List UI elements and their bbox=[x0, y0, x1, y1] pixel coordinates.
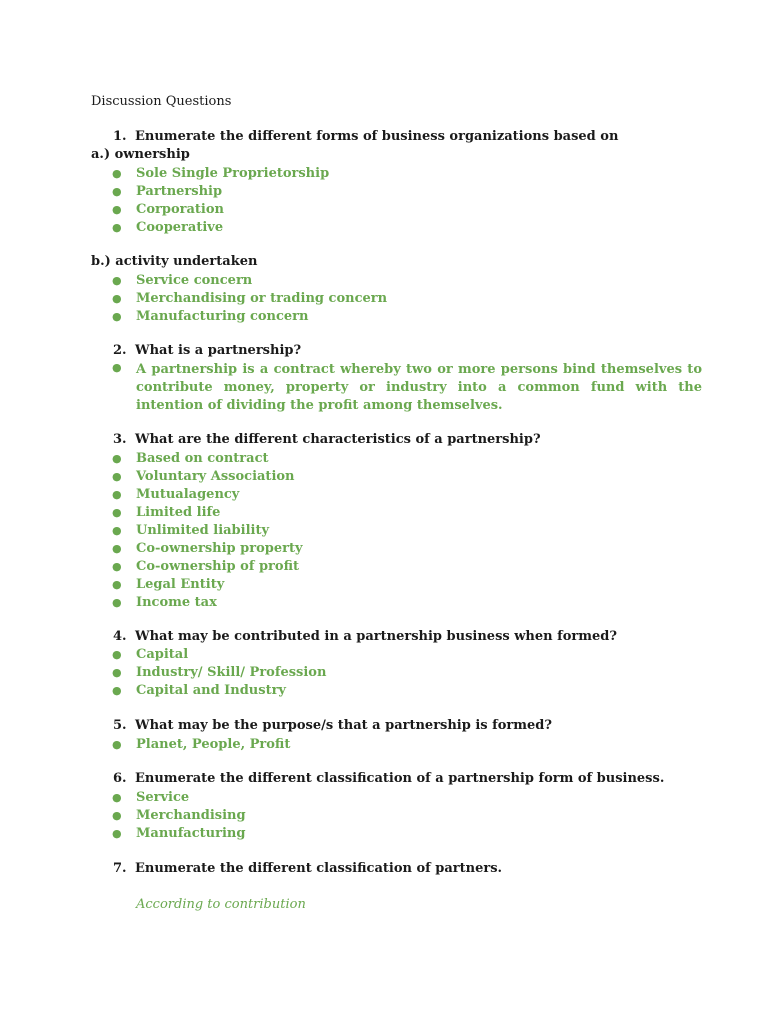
ownership-list bbox=[112, 165, 329, 237]
characteristics-list bbox=[112, 450, 303, 612]
list-item-text: Co-ownership of profit bbox=[136, 559, 300, 574]
list-item-text: Sole Single Proprietorship bbox=[136, 166, 330, 181]
bullet-icon: ● bbox=[112, 560, 122, 573]
bullet-icon: ● bbox=[112, 791, 122, 804]
list-item-text: Limited life bbox=[136, 505, 221, 520]
question-number: 3. bbox=[113, 432, 127, 447]
list-item-text: Planet, People, Profit bbox=[136, 737, 291, 752]
bullet-icon: ● bbox=[112, 361, 122, 374]
list-item-text: Manufacturing bbox=[136, 826, 246, 841]
contribution-list bbox=[112, 646, 326, 700]
list-item-text: Cooperative bbox=[136, 220, 224, 235]
list-item-text: Merchandising bbox=[136, 808, 246, 823]
document-title: Discussion Questions bbox=[91, 94, 232, 109]
list-item bbox=[112, 290, 387, 308]
definition-text: A partnership is a contract whereby two or more persons bind themselves to contribute money, property or industry into a common fund with the intention of dividing the profit among themselves. bbox=[136, 362, 702, 413]
list-item bbox=[112, 468, 303, 486]
list-item-text: Unlimited liability bbox=[136, 523, 270, 538]
question-text: Enumerate the different classification of a partnership form of business. bbox=[135, 771, 665, 786]
list-item bbox=[112, 594, 303, 612]
question-text: Enumerate the different forms of business organizations based on bbox=[135, 129, 619, 144]
activity-list bbox=[112, 272, 387, 326]
list-item-text: Service concern bbox=[136, 273, 253, 288]
bullet-icon: ● bbox=[112, 203, 122, 216]
list-item-text: Merchandising or trading concern bbox=[136, 291, 388, 306]
bullet-icon: ● bbox=[112, 684, 122, 697]
question-1 bbox=[113, 129, 618, 144]
bullet-icon: ● bbox=[112, 738, 122, 751]
list-item-text: Service bbox=[136, 790, 190, 805]
list-item-text: Partnership bbox=[136, 184, 223, 199]
list-item bbox=[112, 736, 290, 754]
list-item-text: Co-ownership property bbox=[136, 541, 303, 556]
bullet-icon: ● bbox=[112, 470, 122, 483]
bullet-icon: ● bbox=[112, 221, 122, 234]
question-number: 4. bbox=[113, 629, 127, 644]
question-number: 5. bbox=[113, 718, 127, 733]
list-item bbox=[112, 682, 326, 700]
question-text: What are the different characteristics of a partnership? bbox=[135, 432, 541, 447]
bullet-icon: ● bbox=[112, 185, 122, 198]
list-item bbox=[112, 522, 303, 540]
list-item bbox=[112, 183, 329, 201]
list-item bbox=[112, 540, 303, 558]
question-text: Enumerate the different classification of partners. bbox=[135, 861, 503, 876]
bullet-icon: ● bbox=[112, 488, 122, 501]
bullet-icon: ● bbox=[112, 578, 122, 591]
list-item-text: Voluntary Association bbox=[136, 469, 295, 484]
question-7 bbox=[113, 861, 502, 876]
list-item-text: Based on contract bbox=[136, 451, 269, 466]
question-text: What may be contributed in a partnership business when formed? bbox=[135, 629, 617, 644]
list-item bbox=[112, 664, 326, 682]
bullet-icon: ● bbox=[112, 827, 122, 840]
bullet-icon: ● bbox=[112, 274, 122, 287]
question-5 bbox=[113, 718, 552, 733]
list-item-text: Capital bbox=[136, 647, 189, 662]
bullet-icon: ● bbox=[112, 809, 122, 822]
list-item-text: Manufacturing concern bbox=[136, 309, 309, 324]
list-item bbox=[112, 450, 303, 468]
bullet-icon: ● bbox=[112, 310, 122, 323]
list-item bbox=[112, 272, 387, 290]
bullet-icon: ● bbox=[112, 524, 122, 537]
list-item bbox=[112, 558, 303, 576]
question-number: 6. bbox=[113, 771, 127, 786]
bullet-icon: ● bbox=[112, 648, 122, 661]
list-item bbox=[112, 789, 246, 807]
list-item bbox=[112, 486, 303, 504]
question-text: What is a partnership? bbox=[135, 343, 302, 358]
subheading-activity: b.) activity undertaken bbox=[91, 254, 258, 269]
list-item bbox=[112, 165, 329, 183]
question-6 bbox=[113, 771, 664, 786]
question-number: 7. bbox=[113, 861, 127, 876]
question-number: 2. bbox=[113, 343, 127, 358]
bullet-icon: ● bbox=[112, 666, 122, 679]
list-item bbox=[112, 201, 329, 219]
subheading-ownership: a.) ownership bbox=[91, 147, 190, 162]
question-2 bbox=[113, 343, 301, 358]
list-item bbox=[112, 576, 303, 594]
bullet-icon: ● bbox=[112, 596, 122, 609]
list-item bbox=[112, 825, 246, 843]
bullet-icon: ● bbox=[112, 167, 122, 180]
list-item-text: Mutualagency bbox=[136, 487, 240, 502]
question-3 bbox=[113, 432, 541, 447]
classification-list bbox=[112, 789, 246, 843]
list-item-text: Legal Entity bbox=[136, 577, 225, 592]
list-item bbox=[112, 219, 329, 237]
bullet-icon: ● bbox=[112, 452, 122, 465]
list-item-text: Industry/ Skill/ Profession bbox=[136, 665, 327, 680]
bullet-icon: ● bbox=[112, 542, 122, 555]
list-item bbox=[112, 807, 246, 825]
question-number: 1. bbox=[113, 129, 127, 144]
question-text: What may be the purpose/s that a partnership is formed? bbox=[135, 718, 552, 733]
list-item-text: Income tax bbox=[136, 595, 217, 610]
list-item bbox=[112, 646, 326, 664]
list-item-text: Corporation bbox=[136, 202, 224, 217]
list-item-text: Capital and Industry bbox=[136, 683, 286, 698]
bullet-icon: ● bbox=[112, 292, 122, 305]
question-4 bbox=[113, 629, 617, 644]
contribution-note: According to contribution bbox=[136, 897, 306, 912]
list-item bbox=[112, 308, 387, 326]
purpose-list bbox=[112, 736, 290, 754]
bullet-icon: ● bbox=[112, 506, 122, 519]
list-item bbox=[112, 504, 303, 522]
partnership-definition bbox=[112, 361, 702, 415]
